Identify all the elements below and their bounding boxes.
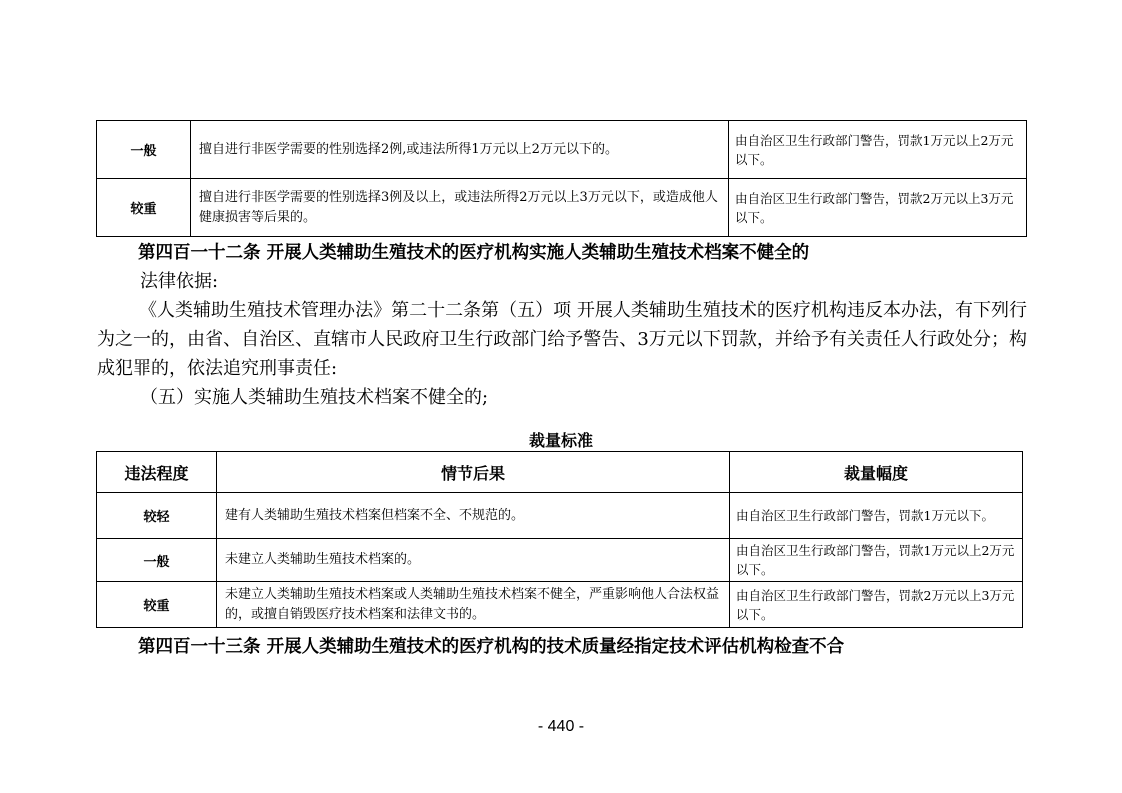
facts-cell: 未建立人类辅助生殖技术档案或人类辅助生殖技术档案不健全，严重影响他人合法权益的，或擅自销毁医疗技术档案和法律文书的。 [217,582,730,628]
severity-cell: 较重 [97,582,217,628]
column-header-facts: 情节后果 [217,452,730,493]
penalty-cell: 由自治区卫生行政部门警告，罚款2万元以上3万元以下。 [729,179,1027,237]
table-row [97,539,1023,582]
penalty-cell: 由自治区卫生行政部门警告，罚款2万元以上3万元以下。 [730,582,1023,628]
table-row [97,493,1023,539]
discretion-standard-table [96,451,1023,628]
table-caption: 裁量标准 [528,431,593,450]
column-header-penalty: 裁量幅度 [730,452,1023,493]
table-row [97,179,1027,237]
page-number: - 440 - [537,718,585,735]
penalty-cell: 由自治区卫生行政部门警告，罚款1万元以上2万元以下。 [730,539,1023,582]
legal-basis-item-5: （五）实施人类辅助生殖技术档案不健全的; [140,387,489,408]
facts-cell: 擅自进行非医学需要的性别选择3例及以上，或违法所得2万元以上3万元以下，或造成他人健康损害等后果的。 [191,179,729,237]
column-header-severity: 违法程度 [97,452,217,493]
table-row [97,582,1023,628]
legal-basis-label: 法律依据: [140,271,219,292]
severity-cell: 一般 [97,121,191,179]
facts-cell: 建有人类辅助生殖技术档案但档案不全、不规范的。 [217,493,730,539]
severity-cell: 较轻 [97,493,217,539]
facts-cell: 未建立人类辅助生殖技术档案的。 [217,539,730,582]
penalty-cell: 由自治区卫生行政部门警告，罚款1万元以上2万元以下。 [729,121,1027,179]
legal-basis-text: 《人类辅助生殖技术管理办法》第二十二条第（五）项 开展人类辅助生殖技术的医疗机构违反本办法，有下列行为之一的，由省、自治区、直辖市人民政府卫生行政部门给予警告、3万元以下罚款，并给予有关责任人行政处分；构成犯罪的，依法追究刑事责任: [97,300,1027,379]
penalty-cell: 由自治区卫生行政部门警告，罚款1万元以下。 [730,493,1023,539]
severity-cell: 较重 [97,179,191,237]
article-412-title: 第四百一十二条 开展人类辅助生殖技术的医疗机构实施人类辅助生殖技术档案不健全的 [138,243,810,263]
penalty-table-continued [96,120,1027,237]
table-header-row [97,452,1023,493]
severity-cell: 一般 [97,539,217,582]
facts-cell: 擅自进行非医学需要的性别选择2例,或违法所得1万元以上2万元以下的。 [191,121,729,179]
table-row [97,121,1027,179]
article-413-title: 第四百一十三条 开展人类辅助生殖技术的医疗机构的技术质量经指定技术评估机构检查不合 [138,637,845,657]
